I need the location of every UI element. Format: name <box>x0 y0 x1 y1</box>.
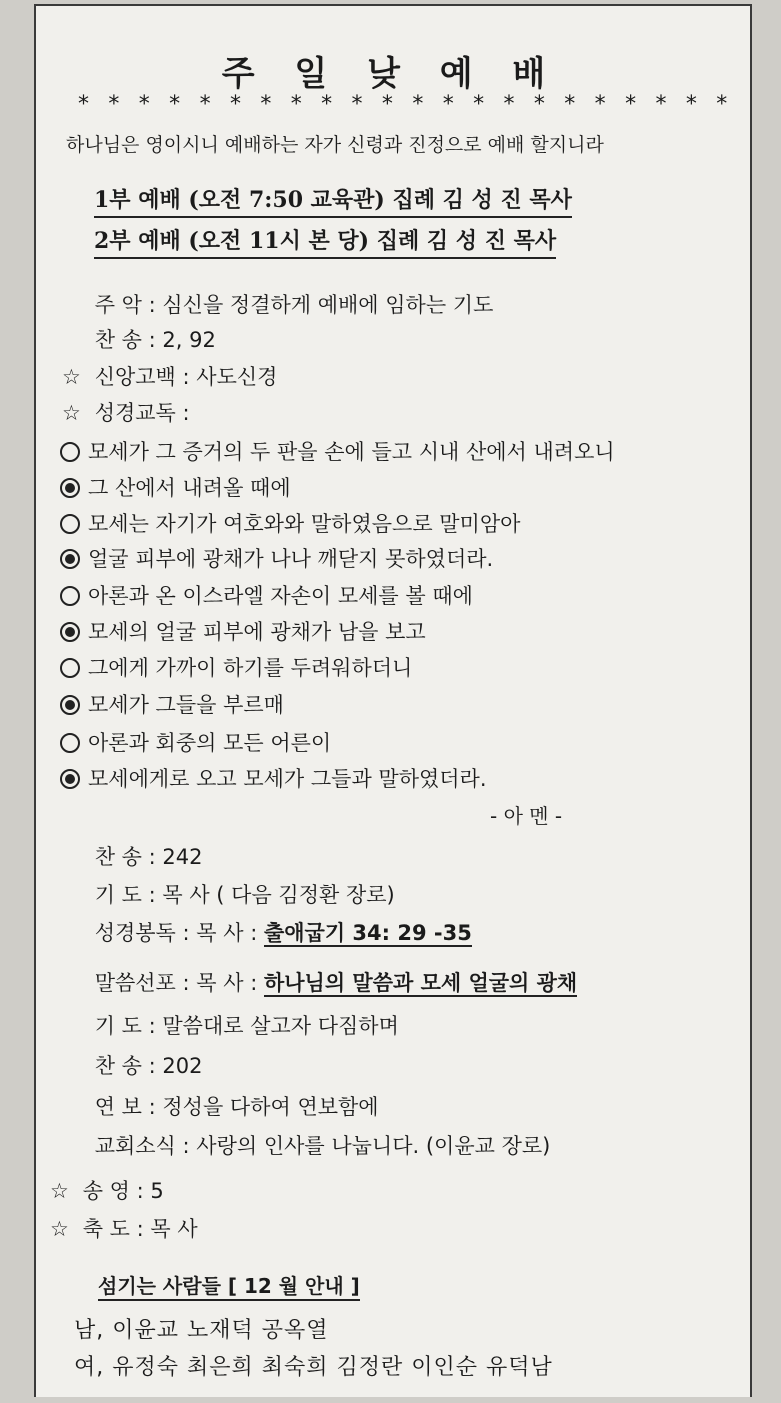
order-label: 축 도 : <box>82 1217 144 1241</box>
order-item <box>50 1175 164 1205</box>
servers-heading: 섬기는 사람들 [ 12 월 안내 ] <box>98 1270 360 1301</box>
order-label: 성경봉독 : <box>94 921 190 945</box>
order-value: 목 사 : <box>196 971 258 995</box>
order-item <box>62 1010 399 1040</box>
reading-line <box>60 436 615 466</box>
order-value: 목 사 : <box>196 921 258 945</box>
open-circle-icon <box>60 442 80 462</box>
open-circle-icon <box>60 514 80 534</box>
open-circle-icon <box>60 658 80 678</box>
reading-text: 모세가 그 증거의 두 판을 손에 들고 시내 산에서 내려오니 <box>88 440 615 464</box>
reading-line <box>60 616 426 646</box>
order-item <box>62 879 395 909</box>
order-label: 신앙고백 : <box>94 365 190 389</box>
reading-text: 아론과 회중의 모든 어른이 <box>88 731 332 755</box>
order-value: 사도신경 <box>196 365 278 389</box>
reading-text: 모세는 자기가 여호와와 말하였음으로 말미암아 <box>88 512 521 536</box>
reading-line <box>60 580 473 610</box>
reading-line <box>60 508 520 538</box>
order-value: 말씀대로 살고자 다짐하며 <box>162 1014 399 1038</box>
order-value: 목 사 <box>150 1217 198 1241</box>
order-value: 목 사 ( 다음 김정환 장로) <box>162 883 395 907</box>
reading-text: 그 산에서 내려올 때에 <box>88 476 291 500</box>
order-item <box>62 967 577 997</box>
filled-circle-icon <box>60 769 80 789</box>
order-label: 기 도 : <box>94 883 156 907</box>
order-item <box>62 324 216 354</box>
service-2: 2부 예배 (오전 11시 본 당) 집례 김 성 진 목사 <box>94 224 556 259</box>
order-item <box>62 1050 202 1080</box>
scripture-reference: 출애굽기 34: 29 -35 <box>263 921 472 945</box>
sermon-title: 하나님의 말씀과 모세 얼굴의 광채 <box>263 971 578 995</box>
servers-men: 남, 이윤교 노재덕 공옥열 <box>74 1318 329 1343</box>
page-title: 주 일 낮 예 배 <box>221 54 560 94</box>
order-label: 연 보 : <box>94 1095 156 1119</box>
reading-text: 모세가 그들을 부르매 <box>88 693 284 717</box>
order-item <box>62 289 493 319</box>
star-icon: ☆ <box>50 1217 69 1241</box>
order-value: 5 <box>150 1179 164 1203</box>
reading-line <box>60 763 487 793</box>
reading-line <box>60 543 493 573</box>
reading-text: 얼굴 피부에 광채가 나나 깨닫지 못하였더라. <box>88 547 494 571</box>
open-circle-icon <box>60 586 80 606</box>
amen: - 아 멘 - <box>490 804 563 828</box>
reading-line <box>60 652 412 682</box>
order-label: 송 영 : <box>82 1179 144 1203</box>
servers-women: 여, 유정숙 최은희 최숙희 김정란 이인순 유덕남 <box>74 1355 553 1380</box>
motto-verse: 하나님은 영이시니 예배하는 자가 신령과 진정으로 예배 할지니라 <box>66 134 604 156</box>
service-1: 1부 예배 (오전 7:50 교육관) 집례 김 성 진 목사 <box>94 183 572 218</box>
order-label: 교회소식 : <box>94 1134 190 1158</box>
order-item <box>62 1091 379 1121</box>
reading-line <box>60 472 291 502</box>
star-divider: * * * * * * * * * * * * * * * * * * * * * * <box>78 92 734 117</box>
order-item <box>62 841 202 871</box>
order-item <box>62 1130 550 1160</box>
order-value: 정성을 다하여 연보함에 <box>162 1095 379 1119</box>
order-label: 찬 송 : <box>94 1054 156 1078</box>
order-item <box>62 397 190 427</box>
open-circle-icon <box>60 733 80 753</box>
filled-circle-icon <box>60 622 80 642</box>
order-value: 242 <box>162 845 203 869</box>
order-value: 심신을 정결하게 예배에 임하는 기도 <box>162 293 494 317</box>
reading-text: 그에게 가까이 하기를 두려워하더니 <box>88 656 413 680</box>
star-icon: ☆ <box>62 365 81 389</box>
filled-circle-icon <box>60 549 80 569</box>
order-label: 말씀선포 : <box>94 971 190 995</box>
order-value: 사랑의 인사를 나눕니다. (이윤교 장로) <box>196 1134 551 1158</box>
order-value: 2, 92 <box>162 328 216 352</box>
order-item <box>62 361 277 391</box>
order-label: 기 도 : <box>94 1014 156 1038</box>
order-item <box>50 1213 198 1243</box>
order-value: 202 <box>162 1054 203 1078</box>
order-label: 찬 송 : <box>94 328 156 352</box>
filled-circle-icon <box>60 695 80 715</box>
order-label: 성경교독 : <box>94 401 190 425</box>
reading-text: 아론과 온 이스라엘 자손이 모세를 볼 때에 <box>88 584 473 608</box>
filled-circle-icon <box>60 478 80 498</box>
star-icon: ☆ <box>62 401 81 425</box>
reading-line <box>60 727 331 757</box>
order-label: 주 악 : <box>94 293 156 317</box>
reading-text: 모세에게로 오고 모세가 그들과 말하였더라. <box>88 767 487 791</box>
reading-text: 모세의 얼굴 피부에 광채가 남을 보고 <box>88 620 426 644</box>
order-item <box>62 917 472 947</box>
star-icon: ☆ <box>50 1179 69 1203</box>
order-label: 찬 송 : <box>94 845 156 869</box>
reading-line <box>60 689 284 719</box>
